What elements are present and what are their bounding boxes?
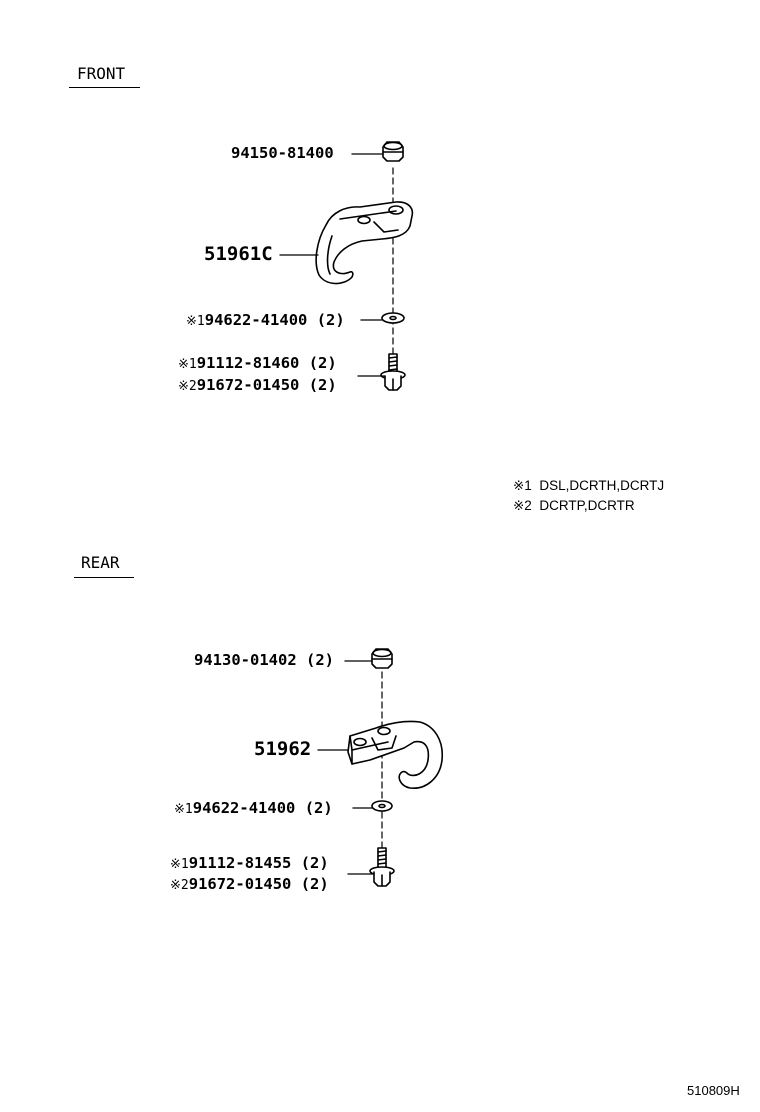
- rear-bolt2-row: [170, 876, 329, 893]
- rear-washer-label: 94622-41400 (2): [192, 799, 333, 817]
- front-hook-label: 51961C: [204, 243, 273, 265]
- rear-nut-icon: [372, 649, 392, 668]
- note-1: [513, 479, 664, 493]
- note-2-mark: ※2: [513, 498, 532, 513]
- front-bolt-icon: [381, 354, 405, 390]
- front-washer-row: [186, 312, 345, 329]
- front-washer-mark: ※1: [186, 314, 205, 329]
- front-bolt1-row: [178, 355, 337, 372]
- front-bolt2-label: 91672-01450 (2): [196, 376, 337, 394]
- rear-bolt1-mark: ※1: [170, 857, 189, 872]
- front-washer-icon: [382, 313, 404, 323]
- rear-hook-icon: [348, 721, 442, 788]
- rear-washer-icon: [372, 801, 392, 811]
- rear-nut-label: 94130-01402 (2): [194, 651, 334, 669]
- rear-bolt2-label: 91672-01450 (2): [188, 875, 329, 893]
- note-2-text: DCRTP,DCRTR: [539, 498, 635, 513]
- rear-hook-label: 51962: [254, 738, 312, 760]
- front-nut-label: 94150-81400: [231, 144, 334, 162]
- front-hook-icon: [316, 202, 412, 284]
- front-bolt1-label: 91112-81460 (2): [196, 354, 337, 372]
- note-2: [513, 499, 635, 513]
- front-bolt2-row: [178, 377, 337, 394]
- rear-washer-mark: ※1: [174, 802, 193, 817]
- note-1-mark: ※1: [513, 478, 532, 493]
- section-title-front: FRONT: [77, 64, 126, 83]
- rear-bolt1-label: 91112-81455 (2): [188, 854, 329, 872]
- front-nut-icon: [383, 142, 403, 161]
- rear-washer-row: [174, 800, 333, 817]
- rear-bolt1-row: [170, 855, 329, 872]
- note-1-text: DSL,DCRTH,DCRTJ: [539, 478, 665, 493]
- diagram-id: 510809H: [687, 1083, 740, 1098]
- section-title-rear: REAR: [81, 553, 120, 572]
- front-bolt2-mark: ※2: [178, 379, 197, 394]
- rear-bolt2-mark: ※2: [170, 878, 189, 893]
- rear-bolt-icon: [370, 848, 394, 886]
- front-washer-label: 94622-41400 (2): [204, 311, 345, 329]
- front-bolt1-mark: ※1: [178, 357, 197, 372]
